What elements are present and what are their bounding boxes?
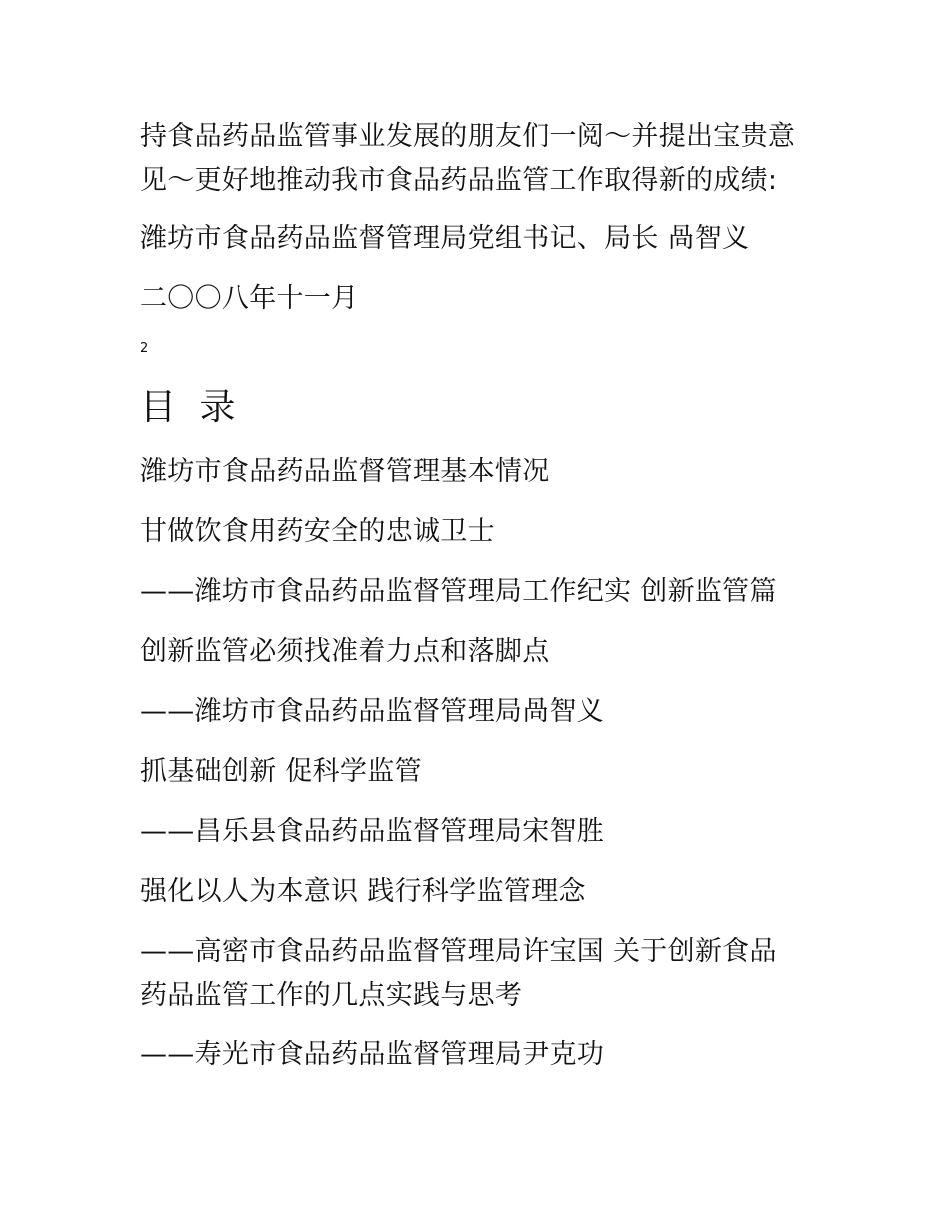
preface-line-1: 持食品药品监管事业发展的朋友们一阅～并提出宝贵意 <box>140 121 796 152</box>
toc-line: 强化以人为本意识 践行科学监管理念 <box>140 876 586 907</box>
toc-line: 甘做饮食用药安全的忠诚卫士 <box>140 516 495 547</box>
preface-line-2: 见～更好地推动我市食品药品监管工作取得新的成绩: <box>140 165 778 196</box>
toc-line: 创新监管必须找准着力点和落脚点 <box>140 636 550 667</box>
toc-line: 抓基础创新 促科学监管 <box>140 756 422 787</box>
toc-line: ——寿光市食品药品监督管理局尹克功 <box>140 1039 605 1070</box>
toc-line: ——潍坊市食品药品监督管理局工作纪实 创新监管篇 <box>140 576 777 607</box>
toc-line: ——高密市食品药品监督管理局许宝国 关于创新食品 <box>140 936 777 967</box>
toc-line: 潍坊市食品药品监督管理基本情况 <box>140 456 550 487</box>
toc-line: 药品监管工作的几点实践与思考 <box>140 980 523 1011</box>
toc-title: 目 录 <box>140 387 242 428</box>
toc-line: ——潍坊市食品药品监督管理局咼智义 <box>140 696 605 727</box>
signature: 潍坊市食品药品监督管理局党组书记、局长 咼智义 <box>140 223 750 254</box>
date: 二〇〇八年十一月 <box>140 283 359 314</box>
document-page <box>140 0 830 1230</box>
page-number: 2 <box>140 341 149 356</box>
toc-line: ——昌乐县食品药品监督管理局宋智胜 <box>140 816 605 847</box>
